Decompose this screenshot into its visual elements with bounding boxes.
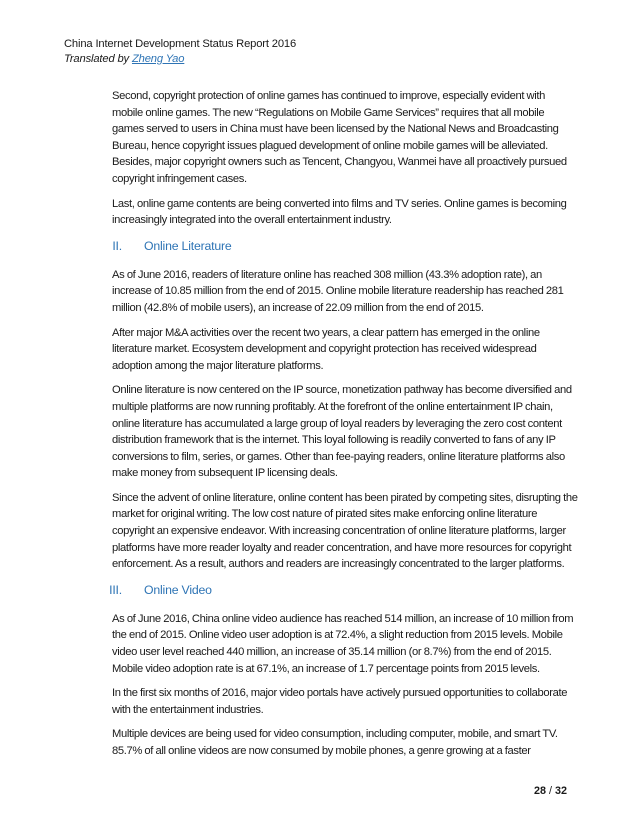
page-header — [64, 37, 296, 67]
current-page: 28 — [533, 785, 546, 797]
page-separator: / — [548, 785, 552, 797]
paragraph: Online literature is now centered on the IP source, monetization pathway has become diversified and multiple platforms are now running profitably. At the forefront of the online entertainment IP chain, online literature has accumulated a large group of loyal readers by leveraging the zero cost content distribution framework that is the internet. This loyal following is readily converted to fans of any IP conversions to film, series, or games. Other than fee-paying readers, online literature platforms also make money from subsequent IP licensing deals. — [112, 384, 572, 480]
translator-line — [64, 52, 296, 67]
main-content — [109, 88, 578, 768]
translator-link[interactable]: Zheng Yao — [131, 53, 185, 65]
paragraph: Multiple devices are being used for video consumption, including computer, mobile, and smart TV. 85.7% of all online videos are now consumed by mobile phones, a genre growing at a faster — [112, 728, 558, 757]
section-heading-online-literature — [80, 239, 578, 253]
paragraph: As of June 2016, readers of literature online has reached 308 million (43.3% adoption rate), an increase of 10.85 million from the end of 2015. Online mobile literature readership has reached 281 million (42.8% of mobile users), an increase of 22.09 million from the end of 2015. — [112, 268, 564, 314]
section-number: III. — [109, 582, 122, 597]
total-pages: 32 — [554, 785, 567, 797]
section-number: II. — [112, 238, 122, 253]
report-title: China Internet Development Status Report 2016 — [64, 38, 297, 50]
paragraph: As of June 2016, China online video audience has reached 514 million, an increase of 10 million from the end of 2015. Online video user adoption is at 72.4%, a slight reduction from 2015 levels. Mobile video user level reached 440 million, an increase of 35.14 million (or 8.7%) from the end of 2015. Mobile video adoption rate is at 67.1%, an increase of 1.7 percentage points from 2015 levels. — [112, 612, 574, 675]
paragraph: After major M&A activities over the recent two years, a clear pattern has emerged in the online literature market. Ecosystem development and copyright protection has received widespread adoption among the major literature platforms. — [112, 326, 540, 372]
paragraph: In the first six months of 2016, major video portals have actively pursued opportunities to collaborate with the entertainment industries. — [112, 687, 568, 716]
page-number — [534, 785, 567, 797]
section-heading-online-video — [80, 583, 578, 597]
section-title: Online Literature — [144, 238, 232, 253]
section-title: Online Video — [144, 582, 212, 597]
paragraph: Last, online game contents are being converted into films and TV series. Online games is becoming increasingly integrated into the overall entertainment industry. — [112, 197, 567, 227]
paragraph: Second, copyright protection of online games has continued to improve, especially evident with mobile online games. The new “Regulations on Mobile Game Services” requires that all mobile games served to users in China must have been licensed by the National News and Broadcasting Bureau, hence copyright issues plagued development of online mobile games will be alleviated. Besides, major copyright owners such as Tencent, Changyou, Wanmei have all proactively pursued copyright infringement cases. — [112, 90, 567, 185]
paragraph: Since the advent of online literature, online content has been pirated by competing sites, disrupting the market for original writing. The low cost nature of pirated sites make enforcing online literature copyright an expensive endeavor. With increasing concentration of online literature platforms, larger platforms have more reader loyalty and reader concentration, and have more resources for copyright enforcement. As a result, authors and readers are increasingly concentrated to the larger platforms. — [112, 491, 578, 571]
translated-by-label: Translated by — [64, 53, 129, 65]
